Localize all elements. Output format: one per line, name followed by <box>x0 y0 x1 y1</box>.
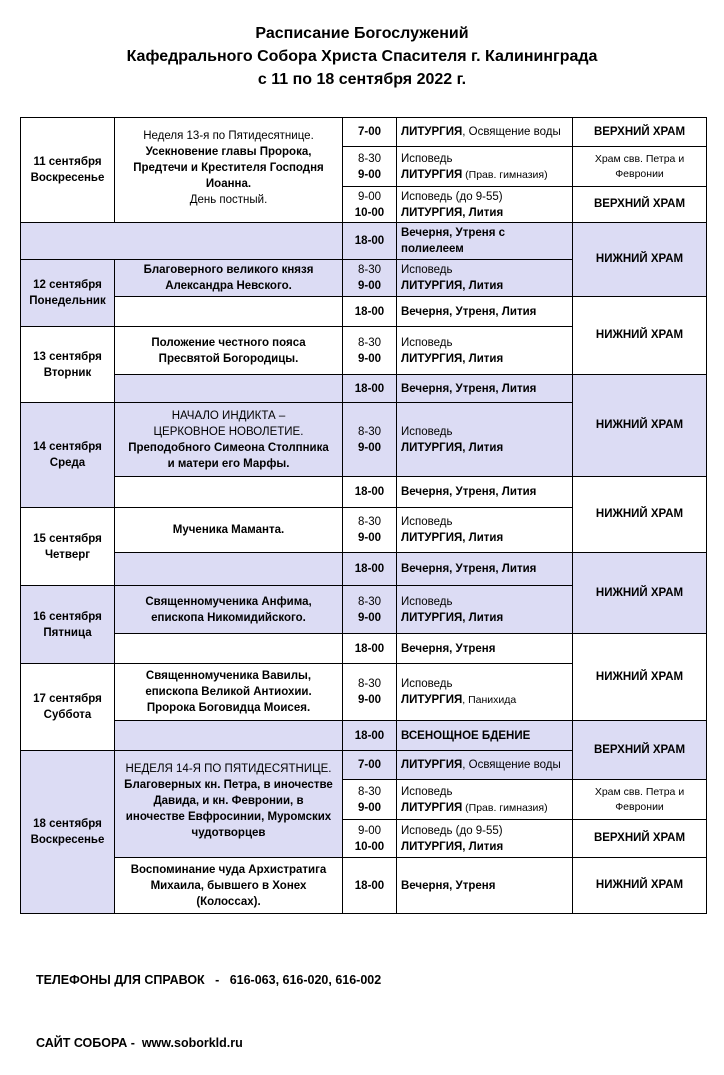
event-line: Иоанна. <box>205 178 252 190</box>
service-cell <box>397 223 573 260</box>
location-text: НИЖНИЙ ХРАМ <box>595 329 684 341</box>
service-cell <box>397 721 573 751</box>
date-text: 15 сентября <box>33 532 102 545</box>
date-text: 12 сентября <box>33 279 102 291</box>
service-text: ЛИТУРГИЯ <box>401 126 463 138</box>
location-text: НИЖНИЙ ХРАМ <box>595 253 684 265</box>
time-text: 18-00 <box>354 563 385 575</box>
time-cell <box>343 147 397 187</box>
time-text: 8-30 <box>357 152 382 165</box>
service-text: Вечерня, Утреня, Лития <box>401 486 537 498</box>
time-cell <box>343 223 397 260</box>
service-note: , Освящение воды <box>462 126 561 138</box>
weekday-text: Четверг <box>44 548 91 561</box>
service-cell <box>397 375 573 403</box>
time-cell <box>343 751 397 780</box>
time-text: 18-00 <box>354 642 385 655</box>
service-cell <box>397 327 573 375</box>
event-line: Пресвятой Богородицы. <box>158 352 299 365</box>
service-cell <box>397 477 573 508</box>
table-row <box>21 634 707 664</box>
service-cell <box>397 858 573 914</box>
event-line: Пророка Боговидца Моисея. <box>146 702 311 714</box>
date-cell <box>21 664 115 751</box>
time-text: 7-00 <box>357 126 382 138</box>
event-cell <box>115 634 343 664</box>
event-line: Положение честного пояса <box>151 336 306 349</box>
time-text: 9-00 <box>357 280 382 292</box>
time-text: 9-00 <box>357 352 382 365</box>
event-line: Давида, и кн. Февронии, в <box>153 795 304 807</box>
date-cell <box>21 508 115 586</box>
location-cell <box>573 223 707 297</box>
date-text: 17 сентября <box>33 693 102 705</box>
location-text: ВЕРХНИЙ ХРАМ <box>593 125 686 138</box>
time-cell <box>343 586 397 634</box>
time-cell <box>343 260 397 297</box>
service-cell <box>397 147 573 187</box>
service-text: ЛИТУРГИЯ, Лития <box>401 441 504 454</box>
service-text: Исповедь <box>401 516 453 528</box>
event-cell <box>115 586 343 634</box>
site-line: САЙТ СОБОРА - www.soborkld.ru <box>36 1036 243 1050</box>
location-cell <box>573 780 707 820</box>
service-cell <box>397 403 573 477</box>
service-cell <box>397 260 573 297</box>
phones-line: ТЕЛЕФОНЫ ДЛЯ СПРАВОК - 616-063, 616-020, 616-002 <box>36 973 382 987</box>
service-text: ЛИТУРГИЯ, Лития <box>401 532 504 544</box>
time-cell <box>343 664 397 721</box>
service-text: Исповедь <box>401 152 453 165</box>
time-cell <box>343 780 397 820</box>
service-text: ЛИТУРГИЯ, Лития <box>401 840 504 853</box>
time-cell <box>343 508 397 553</box>
table-row <box>21 721 707 751</box>
header-dates: с 11 по 18 сентября 2022 г. <box>257 71 467 88</box>
event-line: Мученика Маманта. <box>172 524 285 536</box>
date-text: 16 сентября <box>33 610 102 623</box>
event-line: Александра Невского. <box>165 280 292 292</box>
event-line: День постный. <box>189 194 268 206</box>
event-line: Благоверного великого князя <box>143 264 314 276</box>
location-text: НИЖНИЙ ХРАМ <box>595 586 684 599</box>
location-text: ВЕРХНИЙ ХРАМ <box>593 832 686 844</box>
date-cell <box>21 260 115 327</box>
time-text: 10-00 <box>354 206 385 219</box>
service-text: Исповедь <box>401 785 453 798</box>
service-text: Вечерня, Утреня <box>401 642 496 655</box>
service-note: (Прав. гимназия) <box>462 801 548 814</box>
weekday-text: Воскресенье <box>30 172 105 184</box>
time-text: 9-00 <box>357 694 382 706</box>
service-text: ЛИТУРГИЯ <box>401 694 463 706</box>
time-text: 18-00 <box>354 879 385 892</box>
time-text: 8-30 <box>357 595 382 608</box>
time-cell <box>343 187 397 223</box>
service-text: Вечерня, Утреня с <box>401 227 506 239</box>
date-cell <box>21 118 115 223</box>
service-text: ЛИТУРГИЯ, Лития <box>401 280 504 292</box>
location-text: ВЕРХНИЙ ХРАМ <box>593 743 686 756</box>
service-cell <box>397 187 573 223</box>
service-note: , Панихида <box>462 694 517 706</box>
service-text: Исповедь (до 9-55) <box>401 190 503 203</box>
event-line: ЦЕРКОВНОЕ НОВОЛЕТИЕ. <box>153 425 304 438</box>
event-cell <box>115 508 343 553</box>
time-cell <box>343 820 397 858</box>
event-line: (Колоссах). <box>196 895 261 908</box>
service-text: ЛИТУРГИЯ, Лития <box>401 352 504 365</box>
event-line: епископа Никомидийского. <box>151 611 306 624</box>
event-cell <box>115 553 343 586</box>
header-cathedral: Кафедрального Собора Христа Спасителя г. Калининграда <box>126 48 598 65</box>
table-row <box>21 477 707 508</box>
location-text: НИЖНИЙ ХРАМ <box>595 670 684 683</box>
service-cell <box>397 508 573 553</box>
location-cell <box>573 858 707 914</box>
event-line: Предтечи и Крестителя Господня <box>133 162 324 174</box>
page-header <box>0 22 724 91</box>
service-text: Вечерня, Утреня, Лития <box>401 382 537 395</box>
date-cell <box>21 751 115 914</box>
event-line: и матери его Марфы. <box>167 457 290 470</box>
time-text: 18-00 <box>354 382 385 395</box>
location-cell <box>573 634 707 721</box>
event-line: иночестве Евфросинии, Муромских <box>125 811 332 823</box>
service-text: ЛИТУРГИЯ, Лития <box>401 206 504 219</box>
location-cell <box>573 147 707 187</box>
service-cell <box>397 586 573 634</box>
event-line: Преподобного Симеона Столпника <box>128 441 329 454</box>
location-text: НИЖНИЙ ХРАМ <box>595 879 684 891</box>
service-text: Вечерня, Утреня, Лития <box>401 563 537 575</box>
event-cell <box>115 297 343 327</box>
time-text: 10-00 <box>354 840 385 853</box>
event-line: Священномученика Вавилы, <box>145 670 312 682</box>
service-text: ВСЕНОЩНОЕ БДЕНИЕ <box>401 729 531 742</box>
time-cell <box>343 858 397 914</box>
date-text: 14 сентября <box>33 441 102 453</box>
time-text: 18-00 <box>354 486 385 498</box>
time-text: 9-00 <box>357 824 382 837</box>
location-cell <box>573 820 707 858</box>
date-cell <box>21 586 115 664</box>
service-text: Исповедь <box>401 336 453 349</box>
location-cell <box>573 721 707 780</box>
service-cell <box>397 634 573 664</box>
location-cell <box>573 375 707 477</box>
date-cell <box>21 403 115 508</box>
service-text: Вечерня, Утреня, Лития <box>401 305 537 318</box>
time-cell <box>343 375 397 403</box>
weekday-text: Пятница <box>43 626 92 639</box>
time-text: 8-30 <box>357 516 382 528</box>
service-text: Вечерня, Утреня <box>401 879 496 892</box>
service-text: Исповедь <box>401 595 453 608</box>
event-cell <box>115 664 343 721</box>
time-text: 9-00 <box>357 441 382 454</box>
table-row <box>21 297 707 327</box>
service-text: ЛИТУРГИЯ <box>401 168 463 181</box>
event-cell <box>115 260 343 297</box>
event-cell <box>115 403 343 477</box>
schedule-table <box>20 117 707 914</box>
service-note: (Прав. гимназия) <box>462 168 548 181</box>
event-cell <box>115 327 343 375</box>
location-cell <box>573 477 707 553</box>
service-text: ЛИТУРГИЯ <box>401 801 463 814</box>
time-text: 18-00 <box>354 235 385 247</box>
event-line: Неделя 13-я по Пятидесятнице. <box>143 130 314 142</box>
contact-footer <box>36 928 381 1075</box>
location-text: ВЕРХНИЙ ХРАМ <box>593 198 686 210</box>
service-cell <box>397 118 573 147</box>
time-text: 8-30 <box>357 425 382 438</box>
event-cell <box>115 858 343 914</box>
location-cell <box>573 187 707 223</box>
event-line: Священномученика Анфима, <box>145 595 312 608</box>
time-cell <box>343 118 397 147</box>
event-cell <box>115 118 343 223</box>
event-cell <box>115 375 343 403</box>
service-note: , Освящение воды <box>462 759 561 771</box>
service-text: Исповедь <box>401 264 453 276</box>
time-text: 8-30 <box>357 336 382 349</box>
time-text: 9-00 <box>357 532 382 544</box>
location-text: НИЖНИЙ ХРАМ <box>595 419 684 431</box>
weekday-text: Суббота <box>43 709 92 721</box>
time-cell <box>343 721 397 751</box>
event-cell <box>115 477 343 508</box>
location-text: Храм свв. Петра и <box>594 785 685 798</box>
table-row <box>21 553 707 586</box>
time-text: 8-30 <box>357 785 382 798</box>
service-text: ЛИТУРГИЯ <box>401 759 463 771</box>
event-line: НАЧАЛО ИНДИКТА – <box>171 409 286 422</box>
location-cell <box>573 297 707 375</box>
event-cell <box>115 751 343 858</box>
time-text: 18-00 <box>354 729 385 742</box>
weekday-text: Понедельник <box>29 295 106 307</box>
time-text: 9-00 <box>357 801 382 814</box>
location-text: НИЖНИЙ ХРАМ <box>595 508 684 520</box>
event-line: Михаила, бывшего в Хонех <box>150 879 307 892</box>
service-cell <box>397 780 573 820</box>
service-cell <box>397 553 573 586</box>
time-text: 9-00 <box>357 190 382 203</box>
time-text: 18-00 <box>354 305 385 318</box>
time-text: 9-00 <box>357 611 382 624</box>
time-cell <box>343 634 397 664</box>
event-line: епископа Великой Антиохии. <box>145 686 312 698</box>
service-text: Исповедь <box>401 425 453 438</box>
weekday-text: Воскресенье <box>30 834 105 846</box>
service-text: ЛИТУРГИЯ, Лития <box>401 611 504 624</box>
date-text: 13 сентября <box>33 350 102 363</box>
time-cell <box>343 477 397 508</box>
time-text: 8-30 <box>357 678 382 690</box>
service-text: Исповедь (до 9-55) <box>401 824 503 837</box>
table-row <box>21 858 707 914</box>
eve-spacer-cell <box>21 223 343 260</box>
location-cell <box>573 118 707 147</box>
event-line: НЕДЕЛЯ 14-Я ПО ПЯТИДЕСЯТНИЦЕ. <box>125 763 332 775</box>
time-text: 8-30 <box>357 264 382 276</box>
table-row <box>21 375 707 403</box>
time-cell <box>343 297 397 327</box>
date-cell <box>21 327 115 403</box>
event-line: Благоверных кн. Петра, в иночестве <box>124 779 333 791</box>
service-cell <box>397 751 573 780</box>
event-line: Усекновение главы Пророка, <box>145 146 312 158</box>
location-text: Февронии <box>615 800 664 813</box>
table-row <box>21 223 707 260</box>
weekday-text: Среда <box>49 457 86 469</box>
time-cell <box>343 327 397 375</box>
service-cell <box>397 664 573 721</box>
service-text: Исповедь <box>401 678 453 690</box>
event-line: чудотворцев <box>191 827 266 839</box>
service-cell <box>397 820 573 858</box>
header-title: Расписание Богослужений <box>255 25 469 42</box>
weekday-text: Вторник <box>43 366 92 379</box>
service-cell <box>397 297 573 327</box>
time-text: 9-00 <box>357 168 382 181</box>
table-row <box>21 118 707 147</box>
service-text: полиелеем <box>401 243 464 255</box>
location-cell <box>573 553 707 634</box>
date-text: 11 сентября <box>33 156 102 168</box>
event-cell <box>115 721 343 751</box>
location-text: Февронии <box>615 167 664 180</box>
time-cell <box>343 553 397 586</box>
location-text: Храм свв. Петра и <box>594 152 685 165</box>
event-line: Воспоминание чуда Архистратига <box>130 863 327 876</box>
date-text: 18 сентября <box>33 818 102 830</box>
time-text: 7-00 <box>357 759 382 771</box>
time-cell <box>343 403 397 477</box>
